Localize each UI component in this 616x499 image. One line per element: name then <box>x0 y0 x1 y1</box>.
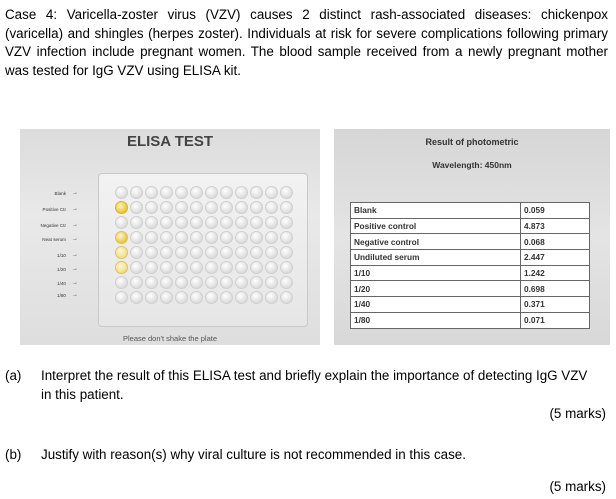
plate-well <box>160 231 173 244</box>
arrow-icon: → <box>72 222 78 228</box>
plate-row-label <box>26 236 78 242</box>
row-value: 0.068 <box>521 234 590 250</box>
plate-well <box>190 216 203 229</box>
plate-row-label-text: 1/40 <box>57 281 66 286</box>
plate-row-label <box>26 206 78 212</box>
plate-well <box>175 186 188 199</box>
plate-row-label-text: Blank <box>54 191 66 196</box>
row-value: 0.071 <box>521 312 590 328</box>
row-label: Negative control <box>351 234 521 250</box>
plate-well <box>250 201 263 214</box>
plate-well <box>160 246 173 259</box>
plate-well <box>160 276 173 289</box>
plate-well <box>205 186 218 199</box>
plate-well <box>235 231 248 244</box>
arrow-icon: → <box>72 266 78 272</box>
plate-well <box>145 216 158 229</box>
plate-well <box>265 216 278 229</box>
photometric-result-photo <box>334 129 610 345</box>
plate-well <box>130 216 143 229</box>
plate-well <box>115 246 128 259</box>
plate-well <box>250 216 263 229</box>
plate-row-label-text: Neat serum <box>42 237 66 242</box>
plate-well <box>205 246 218 259</box>
row-label: 1/20 <box>351 281 521 297</box>
plate-well <box>190 276 203 289</box>
plate-well <box>265 276 278 289</box>
table-row <box>351 265 590 281</box>
plate-well <box>205 216 218 229</box>
plate-well <box>280 291 293 304</box>
plate-well <box>190 231 203 244</box>
question-a <box>5 367 605 407</box>
plate-well <box>205 261 218 274</box>
plate-well <box>190 186 203 199</box>
plate-well <box>265 261 278 274</box>
table-row <box>351 312 590 328</box>
plate-well <box>145 231 158 244</box>
row-label: Positive control <box>351 218 521 234</box>
plate-well <box>220 291 233 304</box>
table-row <box>351 203 590 219</box>
plate-well <box>130 261 143 274</box>
plate-well <box>280 216 293 229</box>
plate-well <box>175 276 188 289</box>
plate-well <box>235 201 248 214</box>
plate-well <box>205 231 218 244</box>
row-label: 1/80 <box>351 312 521 328</box>
plate-well <box>115 186 128 199</box>
row-value: 4.873 <box>521 218 590 234</box>
row-value: 0.698 <box>521 281 590 297</box>
question-b-label: (b) <box>5 447 22 462</box>
plate-well <box>130 231 143 244</box>
microplate <box>98 173 308 327</box>
plate-well <box>115 261 128 274</box>
plate-well <box>280 261 293 274</box>
plate-well <box>265 186 278 199</box>
plate-well <box>205 276 218 289</box>
plate-well <box>145 186 158 199</box>
plate-well <box>145 201 158 214</box>
photometric-title: Result of photometric <box>425 137 519 147</box>
table-row <box>351 234 590 250</box>
plate-well <box>145 276 158 289</box>
arrow-icon: → <box>72 190 78 196</box>
plate-well <box>250 231 263 244</box>
plate-well <box>265 246 278 259</box>
plate-well <box>175 291 188 304</box>
wavelength-label: Wavelength: 450nm <box>432 160 512 170</box>
row-label: 1/40 <box>351 297 521 313</box>
plate-well <box>265 291 278 304</box>
row-label: Blank <box>351 203 521 219</box>
plate-well <box>220 246 233 259</box>
plate-well <box>145 291 158 304</box>
plate-well <box>235 186 248 199</box>
question-b-marks: (5 marks) <box>549 479 606 494</box>
plate-well <box>115 201 128 214</box>
plate-well <box>235 216 248 229</box>
plate-well <box>190 201 203 214</box>
plate-well <box>235 276 248 289</box>
plate-well <box>265 231 278 244</box>
plate-well <box>205 291 218 304</box>
plate-well <box>190 261 203 274</box>
table-row <box>351 297 590 313</box>
row-value: 0.059 <box>521 203 590 219</box>
table-row <box>351 281 590 297</box>
plate-well <box>220 216 233 229</box>
plate-well <box>220 201 233 214</box>
case-description: Case 4: Varicella-zoster virus (VZV) causes 2 distinct rash-associated diseases: chickenpox (varicella) and shingles (herpes zoster). Individuals at risk for severe complications following primary VZV infection include pregnant women. The blood sample received from a newly pregnant mother was tested for IgG VZV using ELISA kit. <box>5 7 608 78</box>
plate-well <box>130 276 143 289</box>
plate-row-label <box>26 252 78 258</box>
plate-well <box>160 186 173 199</box>
plate-well <box>220 231 233 244</box>
question-b-text: Justify with reason(s) why viral culture is not recommended in this case. <box>41 447 466 462</box>
table-row <box>351 218 590 234</box>
plate-well <box>220 186 233 199</box>
plate-well <box>190 246 203 259</box>
plate-row-label <box>26 266 78 272</box>
plate-well <box>280 276 293 289</box>
plate-row-label <box>26 292 78 298</box>
arrow-icon: → <box>72 206 78 212</box>
question-a-label: (a) <box>5 368 22 383</box>
plate-row-label-text: 1/10 <box>57 253 66 258</box>
row-value: 1.242 <box>521 265 590 281</box>
plate-well <box>250 186 263 199</box>
plate-well <box>145 261 158 274</box>
plate-well <box>250 246 263 259</box>
row-label: 1/10 <box>351 265 521 281</box>
question-a-text: Interpret the result of this ELISA test and briefly explain the importance of detecting IgG VZV in this patient. <box>41 368 588 402</box>
question-b <box>5 446 605 466</box>
plate-row-label-text: 1/20 <box>57 267 66 272</box>
plate-well <box>130 201 143 214</box>
plate-well <box>235 246 248 259</box>
question-a-marks: (5 marks) <box>549 406 606 421</box>
plate-well <box>175 231 188 244</box>
plate-well <box>130 246 143 259</box>
plate-well <box>250 291 263 304</box>
plate-well <box>250 261 263 274</box>
plate-row-label <box>26 190 78 196</box>
plate-row-label-text: Negative Ctr <box>40 223 66 228</box>
plate-well <box>115 291 128 304</box>
plate-well <box>280 246 293 259</box>
plate-well <box>160 201 173 214</box>
arrow-icon: → <box>72 236 78 242</box>
plate-well <box>250 276 263 289</box>
plate-row-label-text: Positive Ctr <box>42 207 66 212</box>
photometric-table <box>350 202 590 329</box>
plate-row-label <box>26 280 78 286</box>
plate-well <box>190 291 203 304</box>
plate-well <box>280 201 293 214</box>
plate-well <box>130 186 143 199</box>
elisa-title: ELISA TEST <box>126 133 214 150</box>
plate-well <box>175 216 188 229</box>
plate-well <box>160 261 173 274</box>
plate-well <box>220 276 233 289</box>
plate-well <box>145 246 158 259</box>
plate-well <box>115 276 128 289</box>
plate-well <box>175 201 188 214</box>
plate-well <box>130 291 143 304</box>
plate-row-label-text: 1/80 <box>57 293 66 298</box>
table-row <box>351 250 590 266</box>
plate-caption: Please don't shake the plate <box>123 334 217 343</box>
plate-well <box>280 186 293 199</box>
row-value: 2.447 <box>521 250 590 266</box>
row-value: 0.371 <box>521 297 590 313</box>
plate-well <box>220 261 233 274</box>
plate-well <box>265 201 278 214</box>
plate-well <box>280 231 293 244</box>
plate-well <box>160 216 173 229</box>
arrow-icon: → <box>72 292 78 298</box>
arrow-icon: → <box>72 252 78 258</box>
plate-well <box>160 291 173 304</box>
elisa-test-photo <box>20 129 320 345</box>
plate-well <box>235 291 248 304</box>
plate-well <box>205 201 218 214</box>
arrow-icon: → <box>72 280 78 286</box>
plate-well <box>175 261 188 274</box>
plate-well <box>235 261 248 274</box>
plate-well <box>115 216 128 229</box>
plate-well <box>175 246 188 259</box>
row-label: Undiluted serum <box>351 250 521 266</box>
plate-row-label <box>26 222 78 228</box>
plate-well <box>115 231 128 244</box>
